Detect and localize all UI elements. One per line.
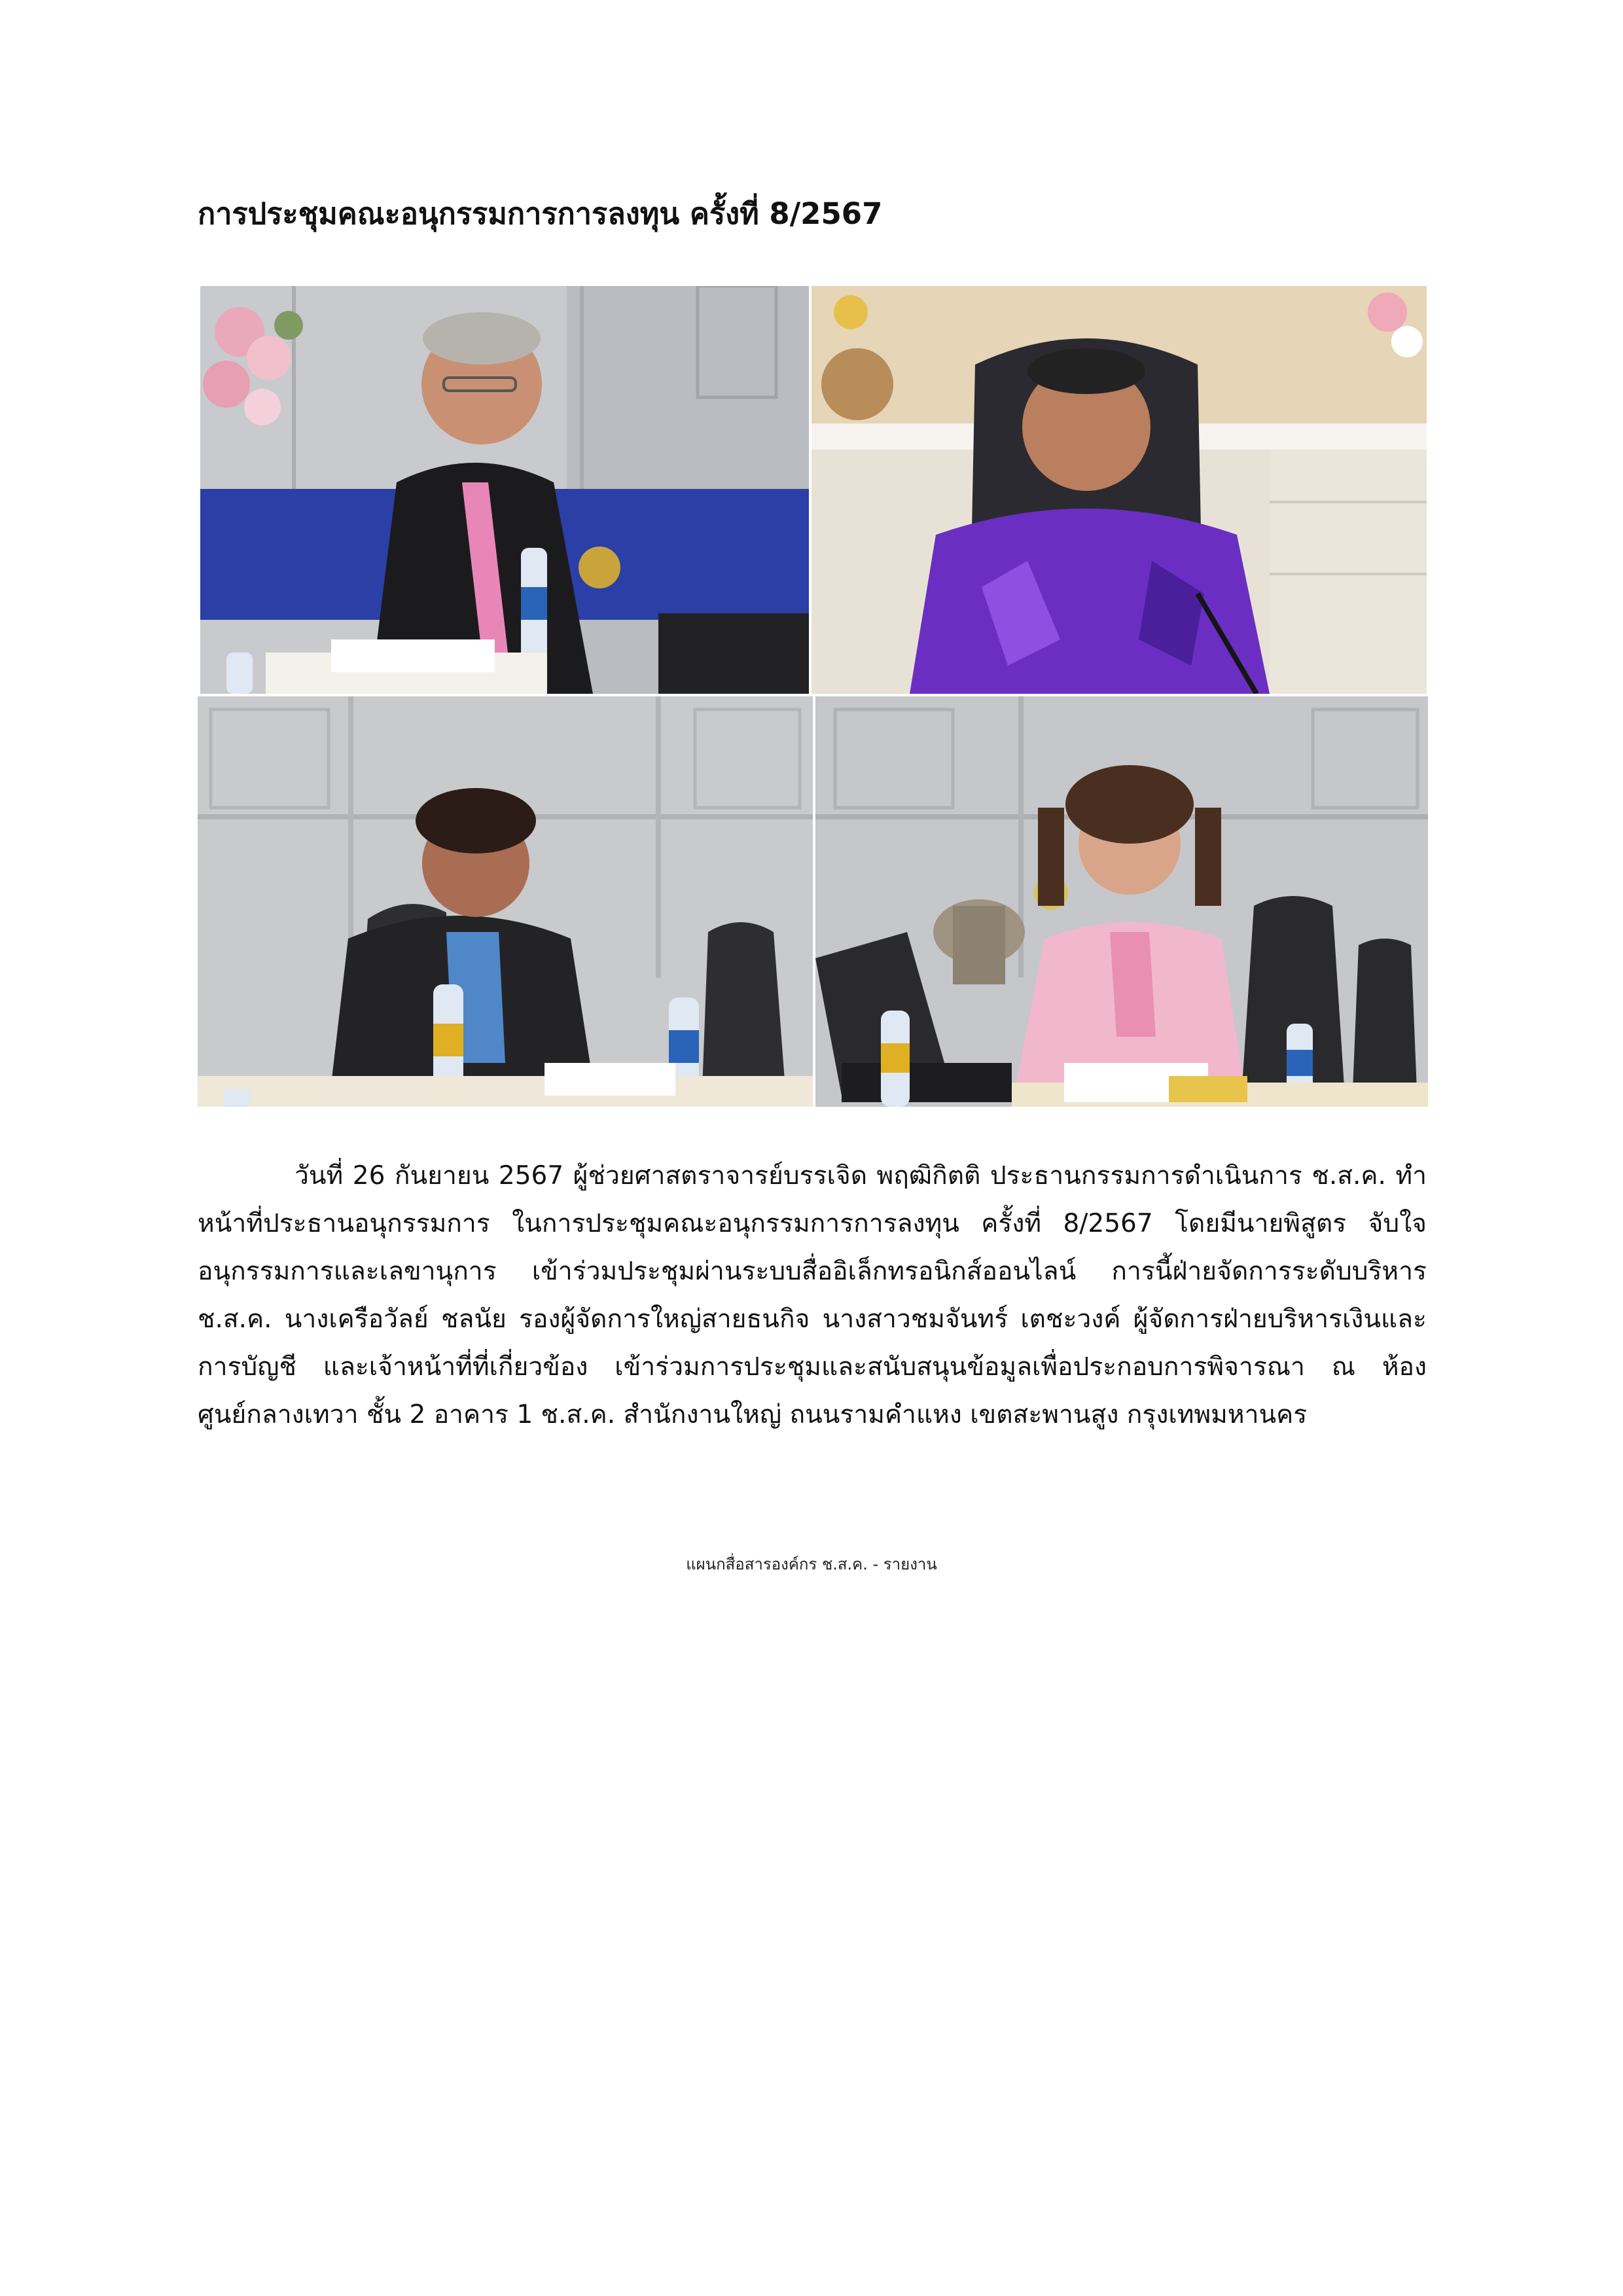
meeting-photo-chairman-image (200, 286, 809, 694)
meeting-photo-deputy-manager-image (198, 696, 813, 1107)
news-paragraph: วันที่ 26 กันยายน 2567 ผู้ช่วยศาสตราจารย์บรรเจิด พฤฒิกิตติ ประธานกรรมการดำเนินการ ช.ส.ค. ทำหน้าที่ประธานอนุกรรมการ ในการประชุมคณะอนุกรรมการการลงทุน ครั้งที่ 8/2567 โดยมีนายพิสูตร จับใจ อนุกรรมการและเลขานุการ เข้าร่วมประชุมผ่านระบบสื่ออิเล็กทรอนิกส์ออนไลน์ การนี้ฝ่ายจัดการระดับบริหาร ช.ส.ค. นางเครือวัลย์ ชลนัย รองผู้จัดการใหญ่สายธนกิจ นางสาวชมจันทร์ เตชะวงค์ ผู้จัดการฝ่ายบริหารเงินและการบัญชี และเจ้าหน้าที่ที่เกี่ยวข้อง เข้าร่วมการประชุมและสนับสนุนข้อมูลเพื่อประกอบการพิจารณา ณ ห้องศูนย์กลางเทวา ชั้น 2 อาคาร 1 ช.ส.ค. สำนักงานใหญ่ ถนนรามคำแหง เขตสะพานสูง กรุงเทพมหานคร (198, 1161, 1427, 1429)
meeting-photo-finance-manager (815, 696, 1428, 1107)
page-title: การประชุมคณะอนุกรรมการการลงทุน ครั้งที่ 8/2567 (198, 196, 883, 231)
meeting-photo-deputy-manager (198, 696, 813, 1107)
photo-grid (198, 283, 1428, 1107)
meeting-photo-secretary (812, 286, 1427, 694)
meeting-photo-chairman (200, 286, 809, 694)
report-credit: แผนกสื่อสารองค์กร ช.ส.ค. - รายงาน (686, 1555, 937, 1573)
meeting-photo-finance-manager-image (815, 696, 1428, 1107)
meeting-photo-secretary-image (812, 286, 1427, 694)
